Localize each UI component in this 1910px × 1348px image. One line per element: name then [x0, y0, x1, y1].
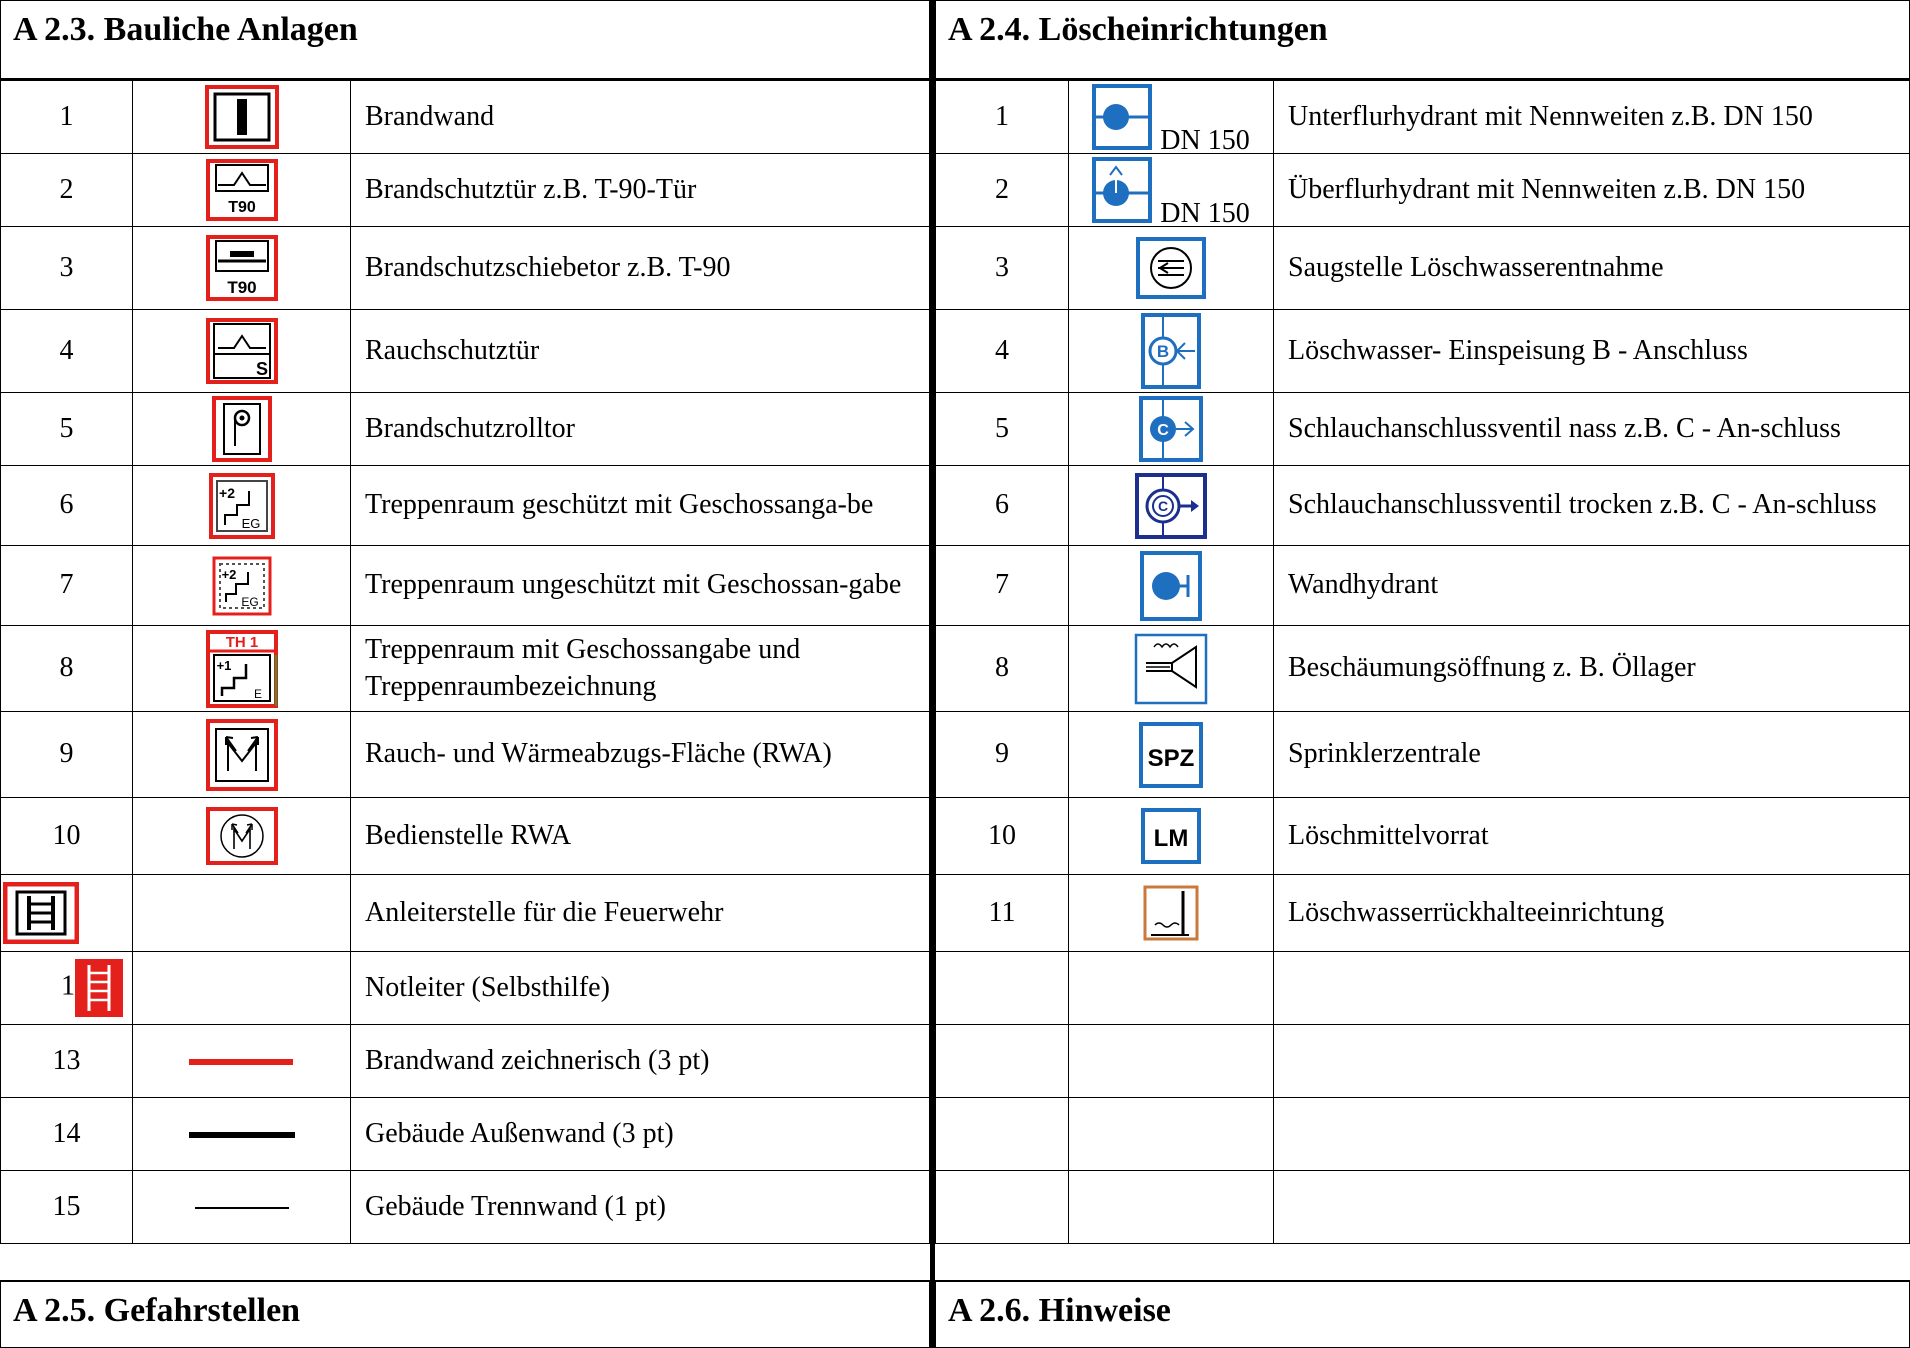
row-label: Brandwand	[351, 81, 930, 154]
section-bauliche-anlagen	[0, 0, 930, 1244]
row-label: Unterflurhydrant mit Nennweiten z.B. DN 150	[1274, 81, 1910, 154]
rueckhalteeinrichtung-symbol-icon	[1143, 885, 1199, 941]
svg-text:B: B	[1156, 342, 1170, 361]
row-label: Saugstelle Löschwasserentnahme	[1274, 227, 1910, 310]
schlauchanschluss-nass-symbol-icon	[1139, 396, 1203, 462]
row-number: 7	[1, 546, 133, 626]
table-row	[1, 546, 930, 626]
row-label: Notleiter (Selbsthilfe)	[351, 952, 930, 1025]
symbol-table	[935, 80, 1910, 1244]
t90-label: T90	[227, 199, 256, 216]
row-label: Bedienstelle RWA	[351, 798, 930, 875]
table-row	[936, 875, 1910, 952]
svg-text:EG: EG	[240, 594, 259, 609]
row-number: 8	[936, 626, 1069, 712]
treppenraum-geschuetzt-symbol-icon	[209, 473, 275, 539]
table-row	[1, 798, 930, 875]
row-label: Schlauchanschlussventil trocken z.B. C - An-schluss	[1274, 466, 1910, 546]
row-number: 1	[1, 81, 133, 154]
table-row	[1, 393, 930, 466]
row-number: 9	[1, 712, 133, 798]
einspeisung-b-symbol-icon	[1141, 313, 1201, 389]
red-thick-line-icon	[187, 1057, 297, 1067]
table-row	[936, 1098, 1910, 1171]
row-number: 2	[936, 154, 1069, 227]
treppenraum-bezeichnung-symbol-icon	[206, 630, 278, 708]
svg-text:C: C	[1157, 422, 1169, 439]
beschaeumungsoeffnung-symbol-icon	[1134, 633, 1208, 705]
svg-text:C: C	[1157, 497, 1169, 514]
row-label: Treppenraum ungeschützt mit Geschossan-gabe	[351, 546, 930, 626]
wandhydrant-symbol-icon	[1140, 551, 1202, 621]
row-label: Löschwasserrückhalteeinrichtung	[1274, 875, 1910, 952]
row-number: 13	[1, 1025, 133, 1098]
row-number: 4	[1, 310, 133, 393]
row-label: Rauchschutztür	[351, 310, 930, 393]
row-number: 1	[61, 970, 75, 1002]
row-number: 6	[1, 466, 133, 546]
notleiter-symbol-icon	[75, 959, 123, 1017]
row-label: Brandschutzschiebetor z.B. T-90	[351, 227, 930, 310]
svg-text:E: E	[253, 686, 262, 701]
svg-text:+1: +1	[216, 657, 231, 673]
table-row	[936, 227, 1910, 310]
row-label: Wandhydrant	[1274, 546, 1910, 626]
svg-text:+2: +2	[221, 566, 236, 582]
schlauchanschluss-trocken-symbol-icon	[1135, 473, 1207, 539]
row-label: Schlauchanschlussventil nass z.B. C - An-schluss	[1274, 393, 1910, 466]
brandschutzschiebetor-symbol-icon	[206, 235, 278, 301]
table-row	[936, 1171, 1910, 1244]
table-row	[1, 875, 930, 952]
row-number: 8	[1, 626, 133, 712]
row-number: 15	[1, 1171, 133, 1244]
t90-label: T90	[226, 278, 257, 297]
row-number: 3	[936, 227, 1069, 310]
table-row	[1, 1171, 930, 1244]
row-label: Treppenraum mit Geschossangabe und Treppenraumbezeichnung	[351, 626, 930, 712]
row-label: Löschwasser- Einspeisung B - Anschluss	[1274, 310, 1910, 393]
table-row	[1, 154, 930, 227]
section-title: A 2.3. Bauliche Anlagen	[0, 0, 930, 80]
ueberflurhydrant-symbol-icon	[1092, 157, 1152, 223]
row-number: 3	[1, 227, 133, 310]
nennweite-label: DN 150	[1160, 198, 1250, 230]
anleiterstelle-symbol-icon	[3, 882, 79, 944]
table-row	[936, 81, 1910, 154]
table-row	[936, 952, 1910, 1025]
symbol-table	[0, 80, 930, 1244]
section-title-hinweise: A 2.6. Hinweise	[935, 1280, 1910, 1348]
row-number: 9	[936, 712, 1069, 798]
brandschutztuer-symbol-icon	[206, 159, 278, 221]
table-row	[1, 310, 930, 393]
treppenraum-ungeschuetzt-symbol-icon	[212, 556, 272, 616]
table-row	[1, 712, 930, 798]
row-label: Anleiterstelle für die Feuerwehr	[351, 875, 930, 952]
row-number: 5	[936, 393, 1069, 466]
table-row	[936, 393, 1910, 466]
table-row	[936, 466, 1910, 546]
sprinklerzentrale-symbol-icon	[1139, 722, 1203, 788]
row-label: Rauch- und Wärmeabzugs-Fläche (RWA)	[351, 712, 930, 798]
row-label: Beschäumungsöffnung z. B. Öllager	[1274, 626, 1910, 712]
table-row	[1, 81, 930, 154]
section-title: A 2.4. Löscheinrichtungen	[935, 0, 1910, 80]
row-number: 6	[936, 466, 1069, 546]
row-number: 10	[1, 798, 133, 875]
row-label: Gebäude Trennwand (1 pt)	[351, 1171, 930, 1244]
section-loescheinrichtungen	[935, 0, 1910, 1244]
row-number: 7	[936, 546, 1069, 626]
bedienstelle-rwa-symbol-icon	[206, 807, 278, 865]
row-number: 11	[936, 875, 1069, 952]
rwa-flaeche-symbol-icon	[206, 719, 278, 791]
row-label: Sprinklerzentrale	[1274, 712, 1910, 798]
table-row	[936, 310, 1910, 393]
row-number: 14	[1, 1098, 133, 1171]
table-row	[1, 1025, 930, 1098]
table-row	[1, 227, 930, 310]
table-row	[1, 466, 930, 546]
nennweite-label: DN 150	[1160, 125, 1250, 157]
table-row	[1, 952, 930, 1025]
brandwand-symbol-icon	[205, 85, 279, 149]
row-label: Löschmittelvorrat	[1274, 798, 1910, 875]
row-number: 2	[1, 154, 133, 227]
row-label: Überflurhydrant mit Nennweiten z.B. DN 150	[1274, 154, 1910, 227]
row-label: Gebäude Außenwand (3 pt)	[351, 1098, 930, 1171]
table-row	[936, 154, 1910, 227]
svg-text:TH 1: TH 1	[225, 633, 258, 651]
loeschmittelvorrat-symbol-icon	[1141, 808, 1201, 864]
svg-text:+2: +2	[218, 484, 235, 501]
row-label: Treppenraum geschützt mit Geschossanga-be	[351, 466, 930, 546]
table-row	[936, 798, 1910, 875]
row-label: Brandschutztür z.B. T-90-Tür	[351, 154, 930, 227]
row-number: 5	[1, 393, 133, 466]
row-number: 10	[936, 798, 1069, 875]
table-row	[1, 626, 930, 712]
row-number: 1	[936, 81, 1069, 154]
svg-text:SPZ: SPZ	[1147, 744, 1195, 772]
table-row	[936, 1025, 1910, 1098]
table-row	[1, 1098, 930, 1171]
table-row	[936, 546, 1910, 626]
section-title-gefahrstellen: A 2.5. Gefahrstellen	[0, 1280, 930, 1348]
table-row	[936, 626, 1910, 712]
unterflurhydrant-symbol-icon	[1092, 84, 1152, 150]
row-label: Brandwand zeichnerisch (3 pt)	[351, 1025, 930, 1098]
table-row	[936, 712, 1910, 798]
svg-text:EG: EG	[241, 515, 260, 531]
row-number: 4	[936, 310, 1069, 393]
rauchschutztuer-symbol-icon	[206, 318, 278, 384]
saugstelle-symbol-icon	[1136, 237, 1206, 299]
brandschutzrolltor-symbol-icon	[212, 396, 272, 462]
black-thick-line-icon	[187, 1130, 297, 1140]
black-thin-line-icon	[187, 1203, 297, 1213]
s-label: S	[255, 359, 268, 379]
row-label: Brandschutzrolltor	[351, 393, 930, 466]
svg-text:LM: LM	[1153, 825, 1189, 852]
